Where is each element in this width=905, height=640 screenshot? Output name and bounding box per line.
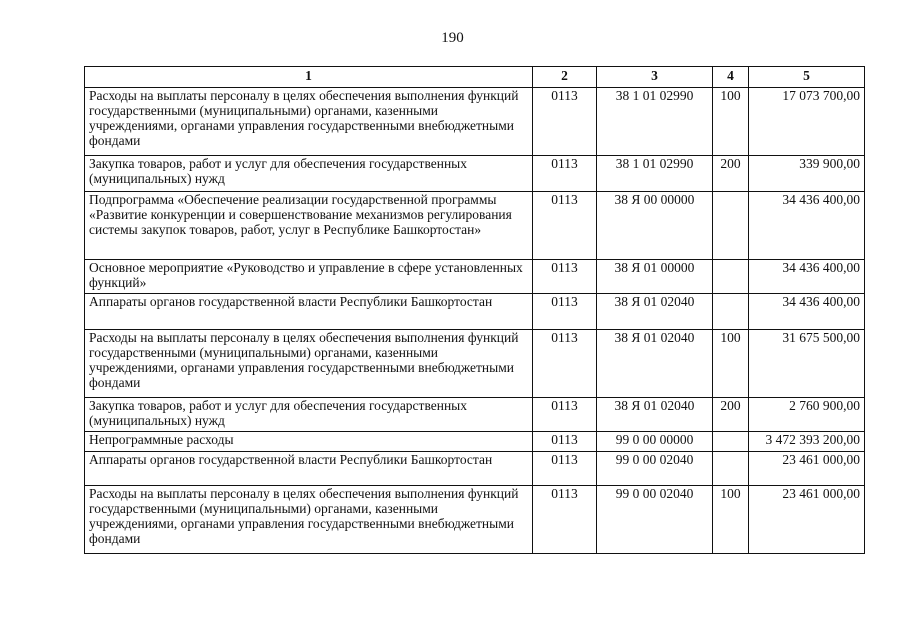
row-code: 38 Я 01 02040 bbox=[597, 330, 713, 398]
column-header-5: 5 bbox=[749, 67, 865, 88]
row-expense-type: 100 bbox=[713, 330, 749, 398]
row-section: 0113 bbox=[533, 192, 597, 260]
row-expense-type bbox=[713, 260, 749, 294]
row-code: 99 0 00 00000 bbox=[597, 432, 713, 452]
row-expense-type bbox=[713, 294, 749, 330]
row-name: Закупка товаров, работ и услуг для обеспечения государственных (муниципальных) нужд bbox=[85, 156, 533, 192]
row-amount: 339 900,00 bbox=[749, 156, 865, 192]
row-code: 38 Я 01 00000 bbox=[597, 260, 713, 294]
table-row bbox=[85, 88, 865, 156]
row-expense-type bbox=[713, 452, 749, 486]
budget-table bbox=[84, 66, 865, 554]
row-amount: 34 436 400,00 bbox=[749, 294, 865, 330]
row-section: 0113 bbox=[533, 88, 597, 156]
row-name: Расходы на выплаты персоналу в целях обеспечения выполнения функций государственными (муниципальными) органами, казенными учреждениями, органами управления государственными внебюджетными фондами bbox=[85, 330, 533, 398]
row-expense-type: 200 bbox=[713, 398, 749, 432]
row-code: 38 Я 01 02040 bbox=[597, 294, 713, 330]
row-code: 38 1 01 02990 bbox=[597, 88, 713, 156]
table-row bbox=[85, 294, 865, 330]
column-header-4: 4 bbox=[713, 67, 749, 88]
column-header-1: 1 bbox=[85, 67, 533, 88]
table-row bbox=[85, 432, 865, 452]
row-name: Аппараты органов государственной власти Республики Башкортостан bbox=[85, 452, 533, 486]
row-amount: 34 436 400,00 bbox=[749, 260, 865, 294]
page-number: 190 bbox=[441, 30, 464, 46]
row-section: 0113 bbox=[533, 260, 597, 294]
row-name: Непрограммные расходы bbox=[85, 432, 533, 452]
column-header-2: 2 bbox=[533, 67, 597, 88]
table-row bbox=[85, 398, 865, 432]
row-section: 0113 bbox=[533, 398, 597, 432]
row-amount: 23 461 000,00 bbox=[749, 486, 865, 554]
row-name: Расходы на выплаты персоналу в целях обеспечения выполнения функций государственными (муниципальными) органами, казенными учреждениями, органами управления государственными внебюджетными фондами bbox=[85, 88, 533, 156]
table-row bbox=[85, 260, 865, 294]
row-expense-type bbox=[713, 192, 749, 260]
row-amount: 17 073 700,00 bbox=[749, 88, 865, 156]
row-amount: 2 760 900,00 bbox=[749, 398, 865, 432]
row-section: 0113 bbox=[533, 294, 597, 330]
table-row bbox=[85, 486, 865, 554]
row-expense-type: 100 bbox=[713, 486, 749, 554]
row-section: 0113 bbox=[533, 432, 597, 452]
table-row bbox=[85, 452, 865, 486]
row-section: 0113 bbox=[533, 486, 597, 554]
row-code: 99 0 00 02040 bbox=[597, 452, 713, 486]
row-name: Основное мероприятие «Руководство и управление в сфере установленных функций» bbox=[85, 260, 533, 294]
row-name: Закупка товаров, работ и услуг для обеспечения государственных (муниципальных) нужд bbox=[85, 398, 533, 432]
row-expense-type: 100 bbox=[713, 88, 749, 156]
row-expense-type: 200 bbox=[713, 156, 749, 192]
table-row bbox=[85, 192, 865, 260]
row-expense-type bbox=[713, 432, 749, 452]
row-amount: 23 461 000,00 bbox=[749, 452, 865, 486]
row-amount: 34 436 400,00 bbox=[749, 192, 865, 260]
table-row bbox=[85, 156, 865, 192]
row-amount: 31 675 500,00 bbox=[749, 330, 865, 398]
row-code: 38 Я 00 00000 bbox=[597, 192, 713, 260]
table-header-row bbox=[85, 67, 865, 88]
row-name: Подпрограмма «Обеспечение реализации государственной программы «Развитие конкуренции и совершенствование механизмов регулирования системы закупок товаров, работ, услуг в Республике Башкортостан» bbox=[85, 192, 533, 260]
row-section: 0113 bbox=[533, 330, 597, 398]
row-section: 0113 bbox=[533, 156, 597, 192]
row-code: 38 Я 01 02040 bbox=[597, 398, 713, 432]
row-name: Аппараты органов государственной власти Республики Башкортостан bbox=[85, 294, 533, 330]
row-amount: 3 472 393 200,00 bbox=[749, 432, 865, 452]
row-code: 99 0 00 02040 bbox=[597, 486, 713, 554]
row-section: 0113 bbox=[533, 452, 597, 486]
row-code: 38 1 01 02990 bbox=[597, 156, 713, 192]
column-header-3: 3 bbox=[597, 67, 713, 88]
table-row bbox=[85, 330, 865, 398]
row-name: Расходы на выплаты персоналу в целях обеспечения выполнения функций государственными (муниципальными) органами, казенными учреждениями, органами управления государственными внебюджетными фондами bbox=[85, 486, 533, 554]
